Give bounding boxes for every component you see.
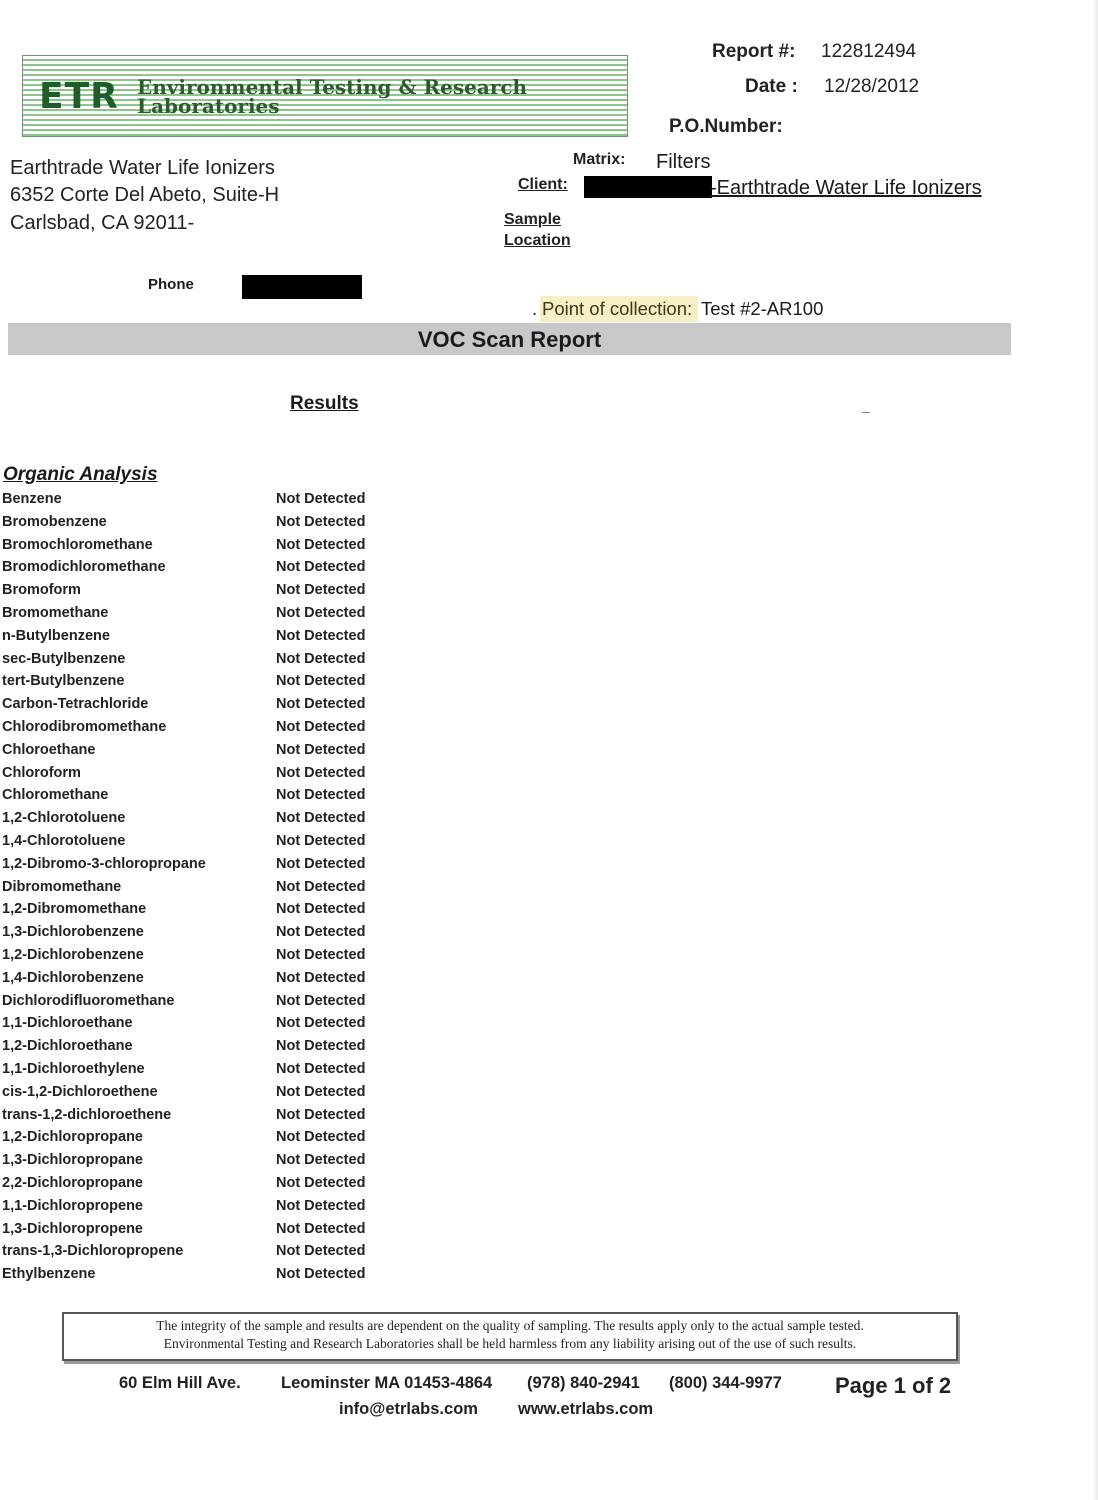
report-number-label: Report #: xyxy=(712,41,796,62)
analyte-result: Not Detected xyxy=(276,878,366,895)
table-row xyxy=(2,742,402,765)
table-row xyxy=(2,514,402,537)
analyte-name: 1,4-Chlorotoluene xyxy=(2,832,126,849)
table-row xyxy=(2,1015,402,1038)
analyte-result: Not Detected xyxy=(276,696,366,713)
analyte-result: Not Detected xyxy=(276,787,366,804)
analyte-result: Not Detected xyxy=(276,969,366,986)
analyte-result: Not Detected xyxy=(276,1266,366,1283)
lab-logo xyxy=(22,55,628,137)
analyte-name: 1,3-Dichloropropane xyxy=(2,1152,143,1169)
analyte-name: Bromomethane xyxy=(2,604,109,621)
client-label: Client: xyxy=(518,176,568,193)
analyte-name: 1,1-Dichloroethylene xyxy=(2,1060,145,1077)
analyte-name: 1,2-Dichloroethane xyxy=(2,1038,133,1055)
report-title: VOC Scan Report xyxy=(417,327,602,352)
analyte-result: Not Detected xyxy=(276,582,366,599)
analyte-name: Chloromethane xyxy=(2,787,109,804)
analyte-result: Not Detected xyxy=(276,1152,366,1169)
analyte-result: Not Detected xyxy=(276,741,366,758)
table-row xyxy=(2,559,402,582)
analyte-name: 1,2-Dibromo-3-chloropropane xyxy=(2,855,206,872)
table-row xyxy=(2,879,402,902)
analyte-name: 2,2-Dichloropropane xyxy=(2,1174,143,1191)
table-row xyxy=(2,719,402,742)
table-row xyxy=(2,1038,402,1061)
analyte-name: 1,1-Dichloroethane xyxy=(2,1015,133,1032)
analyte-result: Not Detected xyxy=(276,1015,366,1032)
analyte-result: Not Detected xyxy=(276,1129,366,1146)
disclaimer-line-1: The integrity of the sample and results are dependent on the quality of sampling. The results apply only to the actual sample tested. xyxy=(156,1318,864,1333)
table-row xyxy=(2,970,402,993)
table-row xyxy=(2,1221,402,1244)
table-row xyxy=(2,1198,402,1221)
sample-location-label-2: Location xyxy=(504,232,571,249)
analyte-result: Not Detected xyxy=(276,1220,366,1237)
analyte-name: Ethylbenzene xyxy=(2,1266,96,1283)
analyte-name: 1,2-Dichlorobenzene xyxy=(2,946,144,963)
table-row xyxy=(2,993,402,1016)
table-row xyxy=(2,696,402,719)
analyte-name: 1,2-Dibromomethane xyxy=(2,901,147,918)
analyte-result: Not Detected xyxy=(276,946,366,963)
analyte-name: 1,4-Dichlorobenzene xyxy=(2,969,144,986)
table-row xyxy=(2,1061,402,1084)
table-row xyxy=(2,856,402,879)
page-number: Page 1 of 2 xyxy=(835,1373,952,1398)
table-row xyxy=(2,787,402,810)
analyte-result: Not Detected xyxy=(276,627,366,644)
footer-website[interactable]: www.etrlabs.com xyxy=(518,1400,654,1418)
analyte-result: Not Detected xyxy=(276,924,366,941)
client-value: -Earthtrade Water Life Ionizers xyxy=(710,177,982,199)
footer-email[interactable]: info@etrlabs.com xyxy=(339,1400,478,1418)
date-value: 12/28/2012 xyxy=(824,76,920,97)
logo-name-line2: Laboratories xyxy=(137,94,280,118)
report-number-value: 122812494 xyxy=(821,41,917,62)
analyte-name: n-Butylbenzene xyxy=(2,627,110,644)
analyte-result: Not Detected xyxy=(276,855,366,872)
table-row xyxy=(2,651,402,674)
po-number-label: P.O.Number: xyxy=(669,116,783,137)
address-line-3: Carlsbad, CA 92011- xyxy=(10,212,195,234)
analyte-result: Not Detected xyxy=(276,513,366,530)
table-row xyxy=(2,947,402,970)
analyte-result: Not Detected xyxy=(276,832,366,849)
analyte-result: Not Detected xyxy=(276,1060,366,1077)
client-redaction xyxy=(584,176,712,198)
analyte-name: 1,2-Dichloropropane xyxy=(2,1129,143,1146)
footer-city: Leominster MA 01453-4864 xyxy=(281,1374,493,1392)
table-row xyxy=(2,582,402,605)
analyte-name: tert-Butylbenzene xyxy=(2,673,125,690)
analyte-name: Bromoform xyxy=(2,582,81,599)
logo-abbreviation: ETR xyxy=(39,76,119,117)
date-label: Date : xyxy=(745,76,798,97)
stray-mark xyxy=(862,412,870,413)
analyte-name: Chloroform xyxy=(2,764,81,781)
analyte-name: Chlorodibromomethane xyxy=(2,718,167,735)
analyte-result: Not Detected xyxy=(276,1197,366,1214)
analyte-result: Not Detected xyxy=(276,992,366,1009)
matrix-label: Matrix: xyxy=(573,151,626,168)
analyte-result: Not Detected xyxy=(276,536,366,553)
analyte-result: Not Detected xyxy=(276,810,366,827)
table-row xyxy=(2,1266,402,1289)
table-row xyxy=(2,924,402,947)
collection-value: Test #2-AR100 xyxy=(701,298,824,319)
analyte-name: cis-1,2-Dichloroethene xyxy=(2,1083,158,1100)
table-row xyxy=(2,1107,402,1130)
analyte-result: Not Detected xyxy=(276,718,366,735)
footer-phone-2: (800) 344-9977 xyxy=(669,1374,782,1392)
analyte-result: Not Detected xyxy=(276,604,366,621)
table-row xyxy=(2,1084,402,1107)
collection-label: Point of collection: xyxy=(542,298,693,319)
matrix-value: Filters xyxy=(656,151,711,173)
address-line-2: 6352 Corte Del Abeto, Suite-H xyxy=(10,184,280,206)
table-row xyxy=(2,537,402,560)
analyte-name: Bromodichloromethane xyxy=(2,559,166,576)
analyte-name: Dibromomethane xyxy=(2,878,122,895)
analyte-name: 1,1-Dichloropropene xyxy=(2,1197,143,1214)
disclaimer-line-2: Environmental Testing and Research Laboratories shall be held harmless from any liability arising out of the use of such results. xyxy=(163,1336,857,1351)
analyte-name: 1,3-Dichloropropene xyxy=(2,1220,143,1237)
table-row xyxy=(2,765,402,788)
table-row xyxy=(2,605,402,628)
address-line-1: Earthtrade Water Life Ionizers xyxy=(10,157,275,179)
analyte-result: Not Detected xyxy=(276,1243,366,1260)
analyte-name: Bromochloromethane xyxy=(2,536,153,553)
page-edge-shadow xyxy=(1093,0,1098,1500)
analyte-name: 1,2-Chlorotoluene xyxy=(2,810,126,827)
analyte-result: Not Detected xyxy=(276,673,366,690)
phone-label: Phone xyxy=(148,276,194,293)
analyte-name: trans-1,3-Dichloropropene xyxy=(2,1243,184,1260)
table-row xyxy=(2,628,402,651)
analyte-name: Chloroethane xyxy=(2,741,96,758)
analyte-name: Bromobenzene xyxy=(2,513,107,530)
table-row xyxy=(2,1152,402,1175)
analyte-result: Not Detected xyxy=(276,1083,366,1100)
table-row xyxy=(2,491,402,514)
phone-redaction xyxy=(242,275,362,299)
table-row xyxy=(2,901,402,924)
results-heading: Results xyxy=(290,393,359,414)
table-row xyxy=(2,833,402,856)
analyte-name: Dichlorodifluoromethane xyxy=(2,992,175,1009)
analyte-result: Not Detected xyxy=(276,1038,366,1055)
analyte-name: Carbon-Tetrachloride xyxy=(2,696,149,713)
disclaimer-box xyxy=(62,1312,958,1361)
analyte-result: Not Detected xyxy=(276,764,366,781)
analyte-name: Benzene xyxy=(2,491,62,507)
logo-name-line1: Environmental Testing & Research xyxy=(137,75,528,99)
table-row xyxy=(2,810,402,833)
analyte-result: Not Detected xyxy=(276,901,366,918)
analyte-name: sec-Butylbenzene xyxy=(2,650,126,667)
analyte-name: 1,3-Dichlorobenzene xyxy=(2,924,144,941)
sample-location-label-1: Sample xyxy=(504,211,561,228)
table-row xyxy=(2,1175,402,1198)
analyte-result: Not Detected xyxy=(276,650,366,667)
footer-street: 60 Elm Hill Ave. xyxy=(119,1374,241,1392)
table-row xyxy=(2,1129,402,1152)
analyte-result: Not Detected xyxy=(276,1106,366,1123)
analyte-result: Not Detected xyxy=(276,1174,366,1191)
table-row xyxy=(2,673,402,696)
analyte-result: Not Detected xyxy=(276,559,366,576)
table-row xyxy=(2,1243,402,1266)
organic-analysis-heading: Organic Analysis xyxy=(3,464,158,485)
analysis-table xyxy=(2,491,402,1289)
analyte-name: trans-1,2-dichloroethene xyxy=(2,1106,172,1123)
collection-prefix: . xyxy=(532,298,538,319)
analyte-result: Not Detected xyxy=(276,491,366,507)
footer-phone-1: (978) 840-2941 xyxy=(527,1374,640,1392)
